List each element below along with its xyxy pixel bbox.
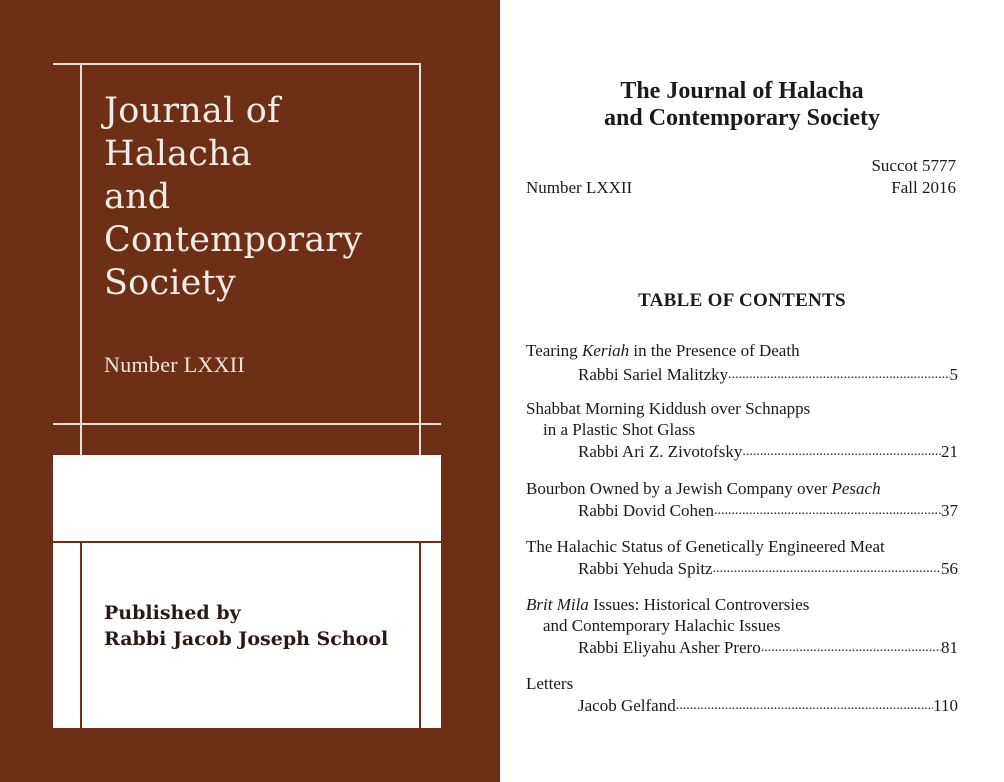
toc-entry-title [526,594,809,615]
title-text: Tearing [526,341,582,360]
dot-leader [761,637,941,658]
toc-entry-title-continuation: in a Plastic Shot Glass [543,420,696,439]
publisher-box-left-rule [80,541,82,728]
title-italic-text: Brit Mila [526,595,589,614]
publisher-line: Published by [104,602,241,624]
journal-title-line: and Contemporary Society [604,105,880,131]
publisher-credit [104,600,388,652]
title-text: in the Presence of Death [629,341,800,360]
page-number: 5 [949,365,958,384]
page-number: 110 [933,696,958,715]
season-label: Succot 5777 [871,156,956,175]
cover-frame-bottom-rule [53,423,441,425]
publisher-box-top-rule [53,541,441,543]
cover-title [104,90,362,305]
cover-title-line: and [104,177,171,217]
toc-entry-title [526,478,881,499]
publisher-line: Rabbi Jacob Joseph School [104,628,389,650]
dot-leader [676,695,933,716]
title-text: Bourbon Owned by a Jewish Company over [526,479,832,498]
title-italic-text: Keriah [581,341,630,360]
dot-leader [742,441,941,462]
journal-title [500,78,984,132]
cover-title-line: Contemporary [104,220,363,260]
toc-heading: TABLE OF CONTENTS [638,290,846,311]
toc-entry-author-line [578,500,958,521]
cover-title-line: Halacha [104,134,252,174]
page-number: 37 [941,501,958,520]
table-of-contents-page [500,0,1004,782]
title-text: Issues: Historical Controversies [588,595,810,614]
page-number: 21 [941,442,958,461]
toc-entry-title: The Halachic Status of Genetically Engineered Meat [526,537,885,556]
toc-entry-author-line [578,441,958,462]
toc-entry-author-line [578,558,958,579]
publisher-box [53,455,441,728]
issue-number: Number LXXII [526,178,633,197]
cover-title-line: Society [104,263,236,303]
page-number: 56 [941,559,958,578]
journal-cover [0,0,500,782]
toc-entry-author-line [578,695,958,716]
dot-leader [728,364,949,385]
dot-leader [713,558,941,579]
toc-entry-title: Shabbat Morning Kiddush over Schnapps [526,399,811,418]
title-italic-text: Pesach [831,479,881,498]
issue-date: Fall 2016 [891,178,956,197]
author-name: Rabbi Ari Z. Zivotofsky [578,442,743,461]
toc-entry-title [526,340,800,361]
dot-leader [714,500,941,521]
page-number: 81 [941,638,958,657]
cover-title-line: Journal of [104,91,281,131]
journal-title-line: The Journal of Halacha [620,78,864,104]
toc-entry-title: Letters [526,674,574,693]
cover-frame-right-rule [419,63,421,455]
cover-issue-number: Number LXXII [104,352,246,377]
author-name: Rabbi Yehuda Spitz [578,559,713,578]
author-name: Jacob Gelfand [578,696,676,715]
toc-entry-author-line [578,364,958,385]
toc-entry-title-continuation: and Contemporary Halachic Issues [543,616,781,635]
author-name: Rabbi Dovid Cohen [578,501,714,520]
author-name: Rabbi Eliyahu Asher Prero [578,638,761,657]
author-name: Rabbi Sariel Malitzky [578,365,729,384]
publisher-box-right-rule [419,541,421,728]
toc-entry-author-line [578,637,958,658]
cover-frame-left-rule [80,63,82,455]
cover-frame-top-rule [53,63,421,65]
